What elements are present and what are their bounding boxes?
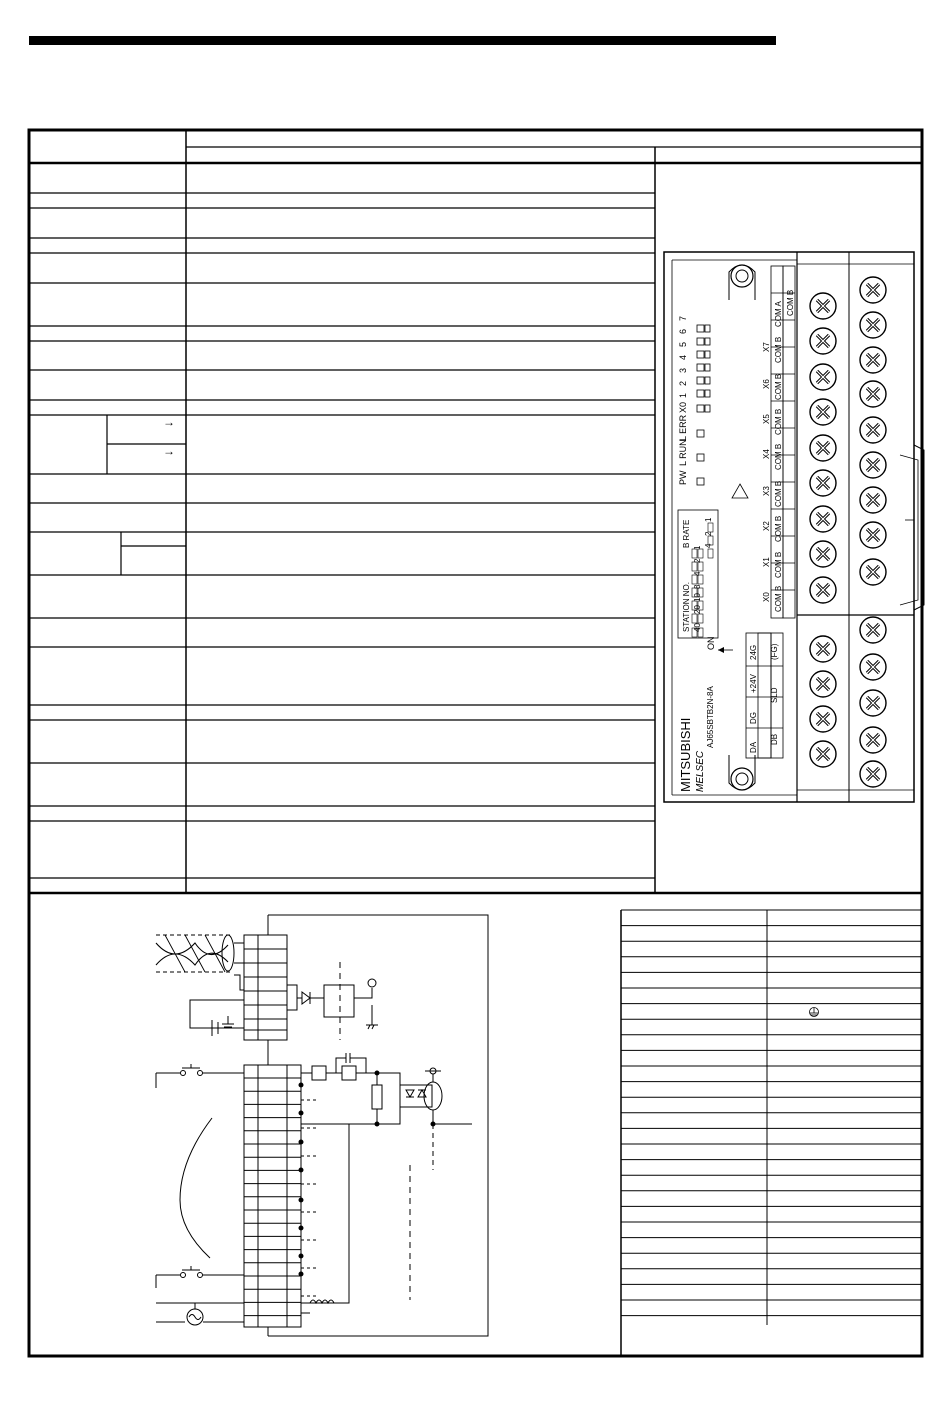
arrow-2: → xyxy=(163,444,175,458)
com-terminal-label: COM B xyxy=(774,551,783,578)
led-label-pw: PW xyxy=(678,470,688,485)
power-terminal-label: 24G xyxy=(749,644,758,660)
led-label-x0: X0 xyxy=(678,401,688,413)
station-digit: 20 xyxy=(693,605,702,614)
led-number: 6 xyxy=(678,328,688,334)
arrow-1: → xyxy=(163,415,175,429)
led-number: 5 xyxy=(678,341,688,347)
power-terminal-label: DA xyxy=(749,741,758,753)
module-drawing xyxy=(664,252,924,802)
brate-digit: 2 xyxy=(704,531,713,536)
power-terminal-label: +24V xyxy=(749,674,758,693)
station-digit: 4 xyxy=(693,571,702,576)
com-terminal-label: COM B xyxy=(774,515,783,542)
com-terminal-label: COM A xyxy=(774,301,783,327)
power-terminal-label: (FG) xyxy=(770,643,779,660)
com-terminal-label: COM B xyxy=(774,443,783,470)
input-terminal-label: X0 xyxy=(762,592,771,602)
brate-digit: 1 xyxy=(704,517,713,522)
input-terminal-label: X4 xyxy=(762,449,771,459)
station-digit: 8 xyxy=(693,584,702,589)
input-terminal-label: X1 xyxy=(762,557,771,567)
led-label-lerr: L ERR xyxy=(678,414,688,441)
com-terminal-label: COM B xyxy=(774,480,783,507)
input-terminal-label: X7 xyxy=(762,342,771,352)
brate-digit: 4 xyxy=(704,543,713,548)
input-terminal-label: X6 xyxy=(762,379,771,389)
brate-label: B RATE xyxy=(682,519,691,548)
station-digit: 1 xyxy=(693,545,702,550)
com-terminal-label: COM B xyxy=(774,336,783,363)
led-number: 4 xyxy=(678,354,688,360)
series-label: MELSEC xyxy=(695,750,706,792)
station-digit: 40 xyxy=(693,623,702,632)
terminal-table xyxy=(621,910,922,1356)
brand-label: MITSUBISHI xyxy=(678,717,693,792)
input-terminal-label: X2 xyxy=(762,521,771,531)
station-digit: 2 xyxy=(693,558,702,563)
com-terminal-label: COM B xyxy=(774,585,783,612)
com-terminal-label: COM B xyxy=(774,408,783,435)
model-label: AJ65SBTB2N-8A xyxy=(706,686,715,748)
led-number: 2 xyxy=(678,380,688,386)
led-number: 1 xyxy=(678,392,688,398)
module-labels xyxy=(678,290,795,792)
com-terminal-label: COM B xyxy=(774,373,783,400)
power-terminal-label: SLD xyxy=(770,687,779,703)
power-terminal-label: DB xyxy=(770,733,779,745)
wiring-diagram xyxy=(156,915,488,1336)
on-label: ON xyxy=(706,636,716,650)
input-terminal-label: X5 xyxy=(762,414,771,424)
station-digit: 10 xyxy=(693,593,702,602)
station-label: STATION NO. xyxy=(682,582,691,632)
led-number: 3 xyxy=(678,367,688,373)
power-terminal-label: DG xyxy=(749,712,758,724)
led-number: 7 xyxy=(678,315,688,321)
led-label-lrun: L RUN xyxy=(678,439,688,466)
com-terminal-label-top: COM B xyxy=(786,289,795,316)
input-terminal-label: X3 xyxy=(762,486,771,496)
